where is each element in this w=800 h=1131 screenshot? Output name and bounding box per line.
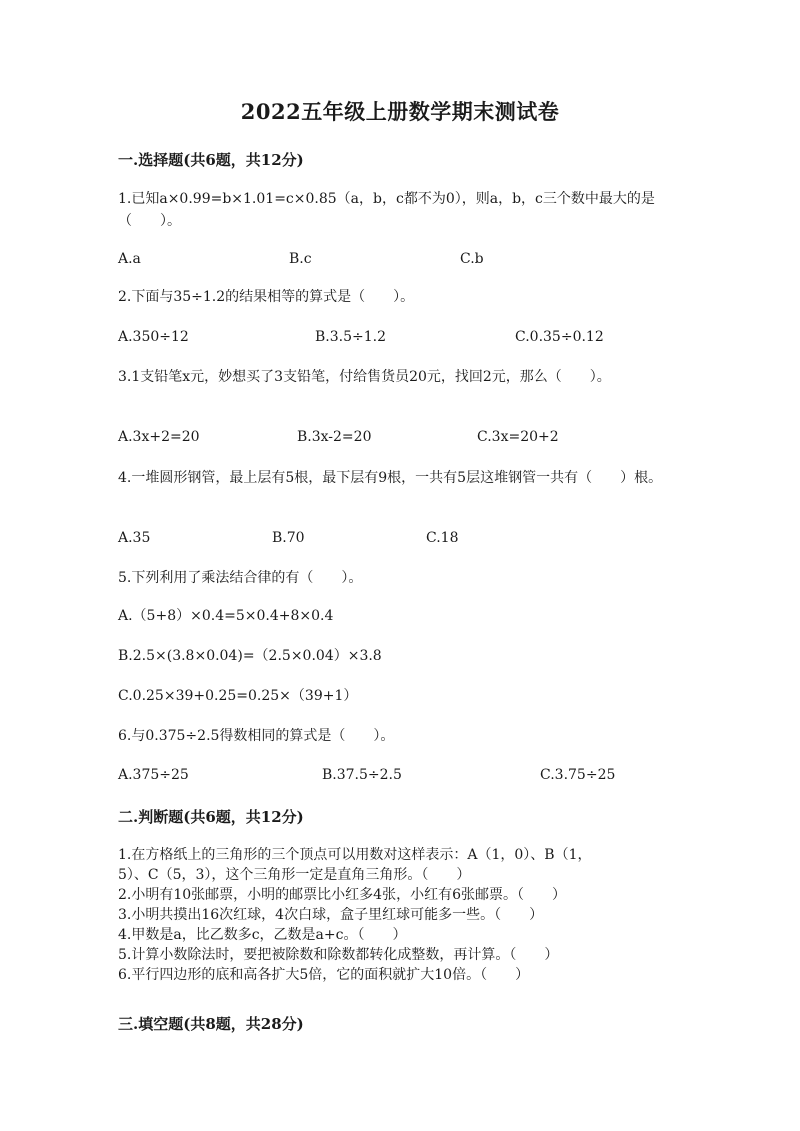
q5-option-a: A.（5+8）×0.4=5×0.4+8×0.4 xyxy=(118,608,334,624)
q1-option-a: A.a xyxy=(118,251,141,267)
tf-line: 5）、C（5，3），这个三角形一定是直角三角形。（ ） xyxy=(118,867,471,883)
q4-option-b: B.70 xyxy=(272,530,305,546)
q1-option-b: B.c xyxy=(289,251,312,267)
question-5: 5.下列利用了乘法结合律的有（ ）。 xyxy=(118,570,363,586)
tf-line: 2.小明有10张邮票，小明的邮票比小红多4张，小红有6张邮票。（ ） xyxy=(118,887,566,903)
q6-option-c: C.3.75÷25 xyxy=(540,767,616,783)
q2-option-a: A.350÷12 xyxy=(118,329,189,345)
tf-line: 5.计算小数除法时，要把被除数和除数都转化成整数，再计算。（ ） xyxy=(118,947,559,963)
section-heading-true-false: 二.判断题(共6题，共12分) xyxy=(118,808,304,826)
true-false-list xyxy=(118,845,688,985)
q5-option-b: B.2.5×(3.8×0.04)=（2.5×0.04）×3.8 xyxy=(118,648,382,664)
q5-option-c: C.0.25×39+0.25=0.25×（39+1） xyxy=(118,688,358,704)
question-4: 4.一堆圆形钢管，最上层有5根，最下层有9根，一共有5层这堆钢管一共有（ ）根。 xyxy=(118,470,663,486)
question-6: 6.与0.375÷2.5得数相同的算式是（ ）。 xyxy=(118,728,395,744)
question-1: 1.已知a×0.99=b×1.01=c×0.85（a，b，c都不为0），则a，b，c三个数中最大的是（ ）。 xyxy=(118,191,655,229)
q4-option-c: C.18 xyxy=(426,530,459,546)
tf-line: 3.小明共摸出16次红球，4次白球，盒子里红球可能多一些。（ ） xyxy=(118,907,544,923)
tf-line: 4.甲数是a，比乙数多c，乙数是a+c。（ ） xyxy=(118,927,407,943)
q3-option-c: C.3x=20+2 xyxy=(477,429,559,445)
section-heading-choice: 一.选择题(共6题，共12分) xyxy=(118,151,304,169)
q2-option-b: B.3.5÷1.2 xyxy=(315,329,386,345)
tf-line: 1.在方格纸上的三角形的三个顶点可以用数对这样表示：A（1，0）、B（1， xyxy=(118,847,592,863)
q4-option-a: A.35 xyxy=(118,530,151,546)
q3-option-b: B.3x-2=20 xyxy=(297,429,372,445)
q2-option-c: C.0.35÷0.12 xyxy=(515,329,604,345)
q3-option-a: A.3x+2=20 xyxy=(118,429,200,445)
question-3: 3.1支铅笔x元，妙想买了3支铅笔，付给售货员20元，找回2元，那么（ ）。 xyxy=(118,369,611,385)
section-heading-fill-blank: 三.填空题(共8题，共28分) xyxy=(118,1015,304,1033)
question-2: 2.下面与35÷1.2的结果相等的算式是（ ）。 xyxy=(118,289,415,305)
q6-option-a: A.375÷25 xyxy=(118,767,189,783)
tf-line: 6.平行四边形的底和高各扩大5倍，它的面积就扩大10倍。（ ） xyxy=(118,967,530,983)
exam-title: 2022五年级上册数学期末测试卷 xyxy=(240,99,560,124)
q6-option-b: B.37.5÷2.5 xyxy=(322,767,402,783)
q1-option-c: C.b xyxy=(460,251,484,267)
